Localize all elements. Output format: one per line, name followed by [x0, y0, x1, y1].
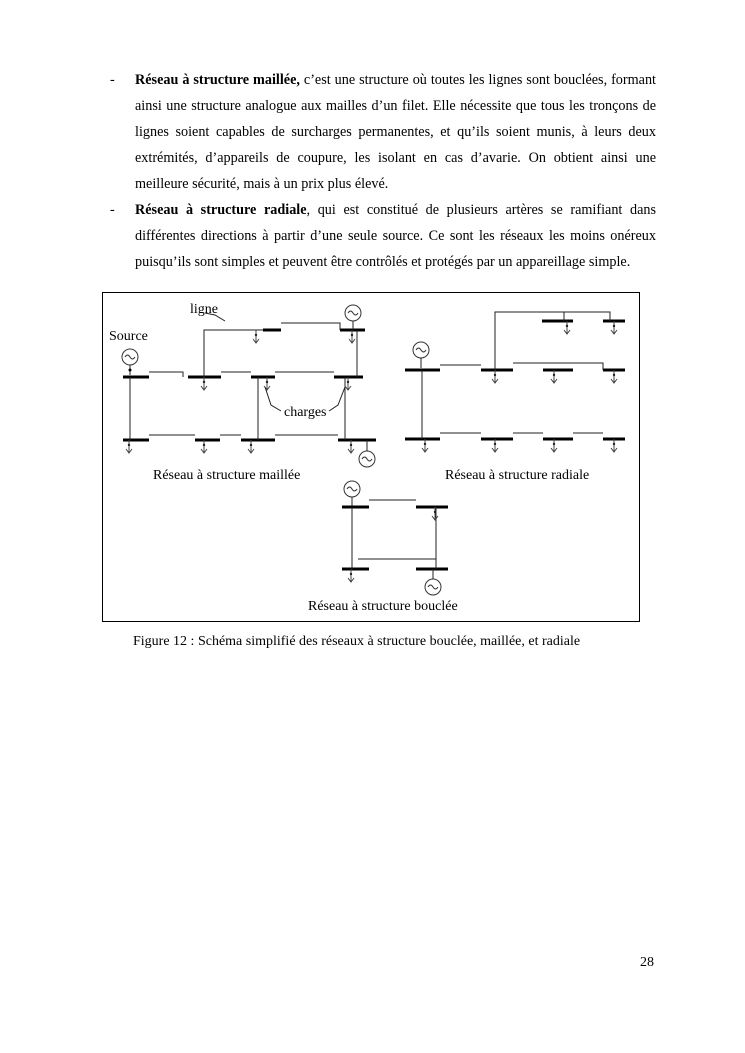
node-dot	[350, 573, 352, 575]
node-dot	[566, 325, 568, 327]
label-source: Source	[109, 329, 148, 344]
bullet-dash: -	[110, 202, 115, 218]
node-dot	[553, 443, 555, 445]
node-dot	[434, 511, 436, 513]
network-diagram-figure	[102, 292, 640, 622]
node-dot	[613, 325, 615, 327]
bullet-text	[135, 197, 656, 275]
label-ligne: ligne	[190, 302, 218, 317]
line-segment	[281, 323, 340, 330]
node-dot	[494, 443, 496, 445]
network-diagram	[103, 293, 639, 621]
node-dot	[613, 374, 615, 376]
bullet-description: c’est une structure où toutes les lignes sont bouclées, formant ainsi une structure analogue aux mailles d’un filet. Elle nécessite que tous les tronçons de lignes soient capables de surcharges permanentes, et qu’ils soient munis, à leurs deux extrémités, d’appareils de coupure, les isolant en cas d’avarie. On obtient ainsi une meilleure sécurité, mais à un prix plus élevé.	[135, 72, 656, 192]
page-number: 28	[640, 955, 654, 970]
node-dot	[250, 444, 252, 446]
node-dot	[128, 444, 130, 446]
line-segment	[204, 330, 263, 377]
bullet-dash: -	[110, 72, 115, 88]
line-segment	[149, 372, 183, 377]
node-dot	[351, 334, 353, 336]
label-charges: charges	[284, 405, 327, 420]
node-dot	[347, 381, 349, 383]
bullet-radiale	[110, 197, 656, 275]
node-dot	[203, 381, 205, 383]
node-dot	[613, 443, 615, 445]
bullet-maillee	[110, 67, 656, 197]
node-dot	[553, 374, 555, 376]
label-reseau-radiale: Réseau à structure radiale	[445, 468, 590, 483]
figure-caption: Figure 12 : Schéma simplifié des réseaux à structure bouclée, maillée, et radiale	[133, 634, 581, 649]
label-leader-line	[329, 387, 345, 411]
label-reseau-bouclee: Réseau à structure bouclée	[308, 599, 458, 614]
bullet-text	[135, 67, 656, 197]
node-dot	[494, 374, 496, 376]
label-reseau-maillee: Réseau à structure maillée	[153, 468, 301, 483]
node-dot	[129, 369, 132, 372]
node-dot	[203, 444, 205, 446]
bullet-description: , qui est constitué de plusieurs artères se ramifiant dans différentes directions à partir d’une seule source. Ce sont les réseaux les moins onéreux puisqu’ils sont simples et peuvent être contrôlés et protégés par un appareillage simple.	[135, 202, 656, 270]
bullet-term: Réseau à structure radiale	[135, 202, 307, 218]
bullet-term: Réseau à structure maillée,	[135, 72, 300, 88]
label-leader-line	[265, 387, 281, 411]
node-dot	[350, 444, 352, 446]
node-dot	[424, 443, 426, 445]
node-dot	[266, 381, 268, 383]
node-dot	[255, 334, 257, 336]
